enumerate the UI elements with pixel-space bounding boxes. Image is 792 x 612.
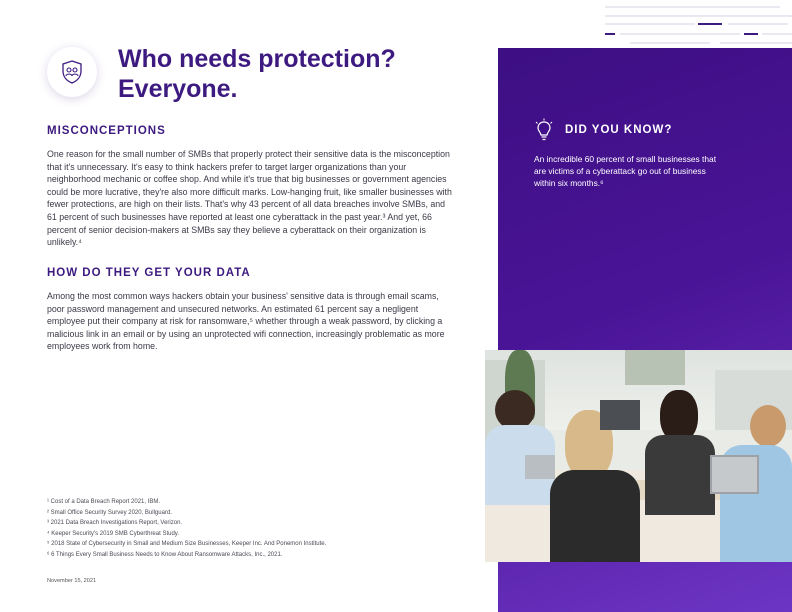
decorative-stripes (600, 0, 792, 50)
footnotes-list (47, 497, 326, 561)
did-you-know-text: An incredible 60 percent of small businesses that are victims of a cyberattack go out of business within six months.⁶ (534, 154, 717, 188)
page-title-line1: Who needs protection? (118, 45, 396, 73)
did-you-know-heading: DID YOU KNOW? (565, 124, 673, 136)
footnote-3: ³ 2021 Data Breach Investigations Report, Verizon. (47, 520, 183, 527)
footnote-4: ⁴ Keeper Security's 2019 SMB Cyberthreat Study. (47, 530, 180, 537)
footnote-2: ² Small Office Security Survey 2020, Bullguard. (47, 509, 172, 516)
page-title-line2: Everyone. (118, 75, 238, 103)
shield-people-icon (59, 59, 85, 85)
get-data-heading: HOW DO THEY GET YOUR DATA (47, 267, 251, 279)
lightbulb-icon (534, 118, 554, 142)
footnote-5: ⁵ 2018 State of Cybersecurity in Small and Medium Size Businesses, Keeper Inc. And Ponemon Institute. (47, 541, 327, 548)
misconceptions-heading: MISCONCEPTIONS (47, 125, 166, 137)
get-data-paragraph: Among the most common ways hackers obtain your business' sensitive data is through email scams, poor password management and unsecured networks. An estimated 61 percent say a negligent employee put their company at risk for ransomware,⁵ whether through a weak password, by clicking a malicious link in an email or by using an unprotected wifi connection, increasingly problematic as more employees work from home. (47, 291, 445, 352)
logo-badge (47, 47, 97, 97)
publish-date: November 15, 2021 (47, 578, 97, 584)
office-team-photo (485, 350, 792, 562)
footnote-1: ¹ Cost of a Data Breach Report 2021, IBM. (47, 499, 161, 505)
misconceptions-paragraph: One reason for the small number of SMBs that properly protect their sensitive data is the misconception that it's unnecessary. It's easy to think hackers prefer to target larger organizations than your neighborhood mechanic or coffee shop. And while it's true that big businesses or government agencies could be more lucrative, they're also more difficult marks. Low-hanging fruit, like smaller businesses with fewer protections, are high on their lists. That's why 43 percent of all data breaches involve SMBs, and 61 percent of such businesses have reported at least one cyberattack in the past year.³ And yet, 66 percent of senior decision-makers at SMBs say they believe a cyberattack on their organization is unlikely.⁴ (47, 149, 452, 248)
page-title (118, 44, 396, 104)
footnote-6: ⁶ 6 Things Every Small Business Needs to Know About Ransomware Attacks, Inc., 2021. (47, 551, 283, 558)
